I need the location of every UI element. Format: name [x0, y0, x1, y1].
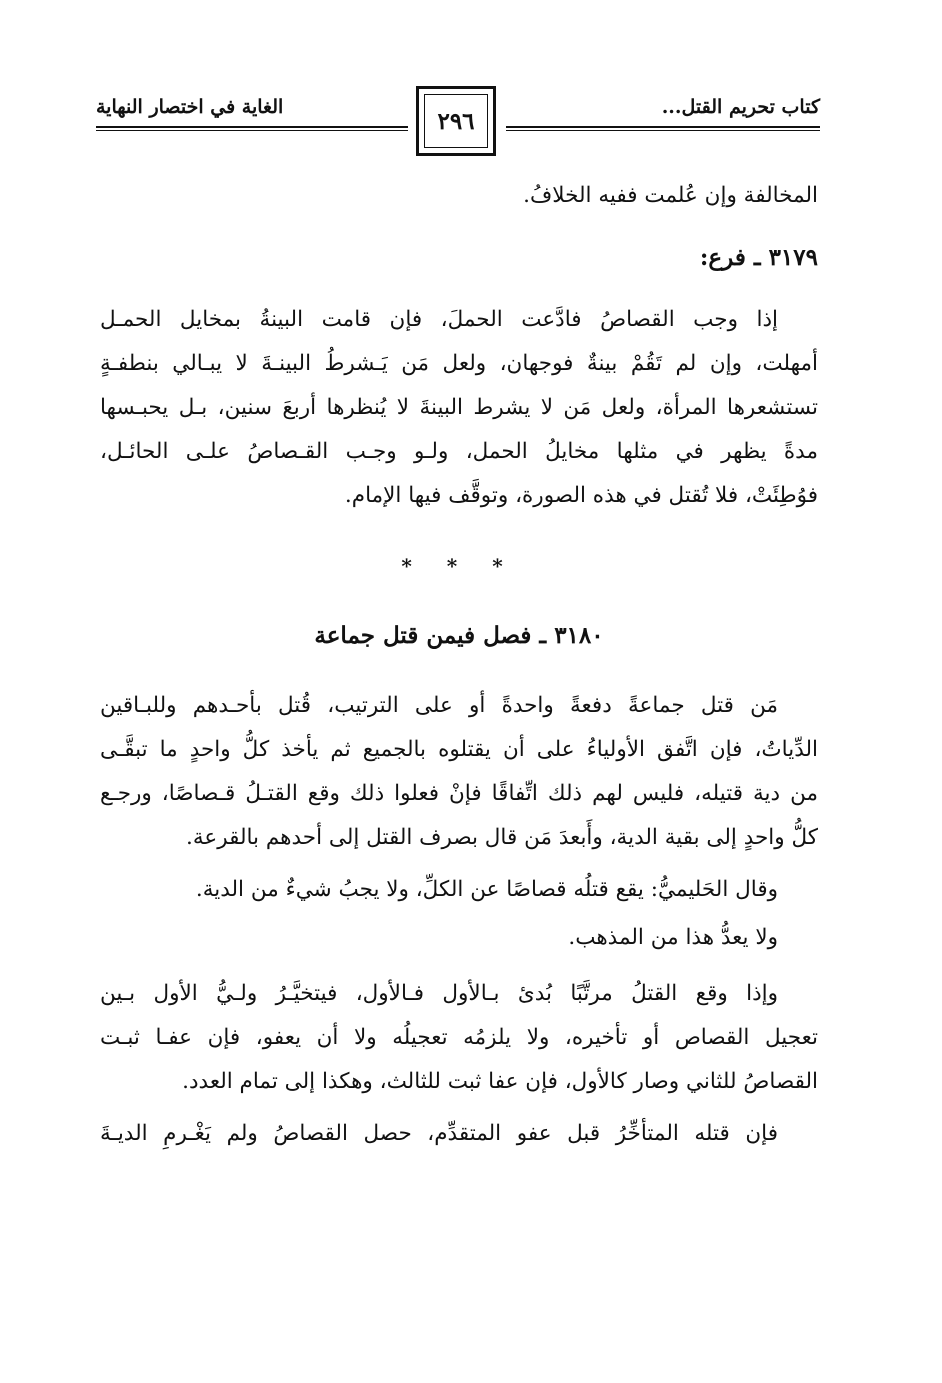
paragraph: [100, 972, 818, 1104]
header-rule-right-thin: [506, 130, 820, 131]
page-body: [100, 174, 818, 1156]
chapter-heading-3180: ٣١٨٠ ـ فصل فيمن قتل جماعة: [314, 622, 604, 649]
page-number-frame: [416, 86, 496, 156]
text-line: أمهلت، وإن لم تَقُمْ بينةٌ فوجهان، ولعل مَن يَـشرطُ البينـةَ لا يبـالي بنطفـةٍ: [100, 351, 818, 376]
header-rule-left-thin: [96, 130, 408, 131]
text-line: الدِّياتُ، فإن اتَّفق الأولياءُ على أن يقتلوه بالجميع ثم يأخذ كلُّ واحدٍ ما تبقَّـى: [100, 737, 818, 762]
text-line: تعجيل القصاص أو تأخيره، ولا يلزمُه تعجيلُه ولا أن يعفو، فإن عفـا ثبـت: [100, 1025, 818, 1050]
page-number: ٢٩٦: [424, 94, 488, 148]
text-line: تستشعرها المرأة، ولعل مَن لا يشرط البينةَ لا يُنظرها أربعَ سنين، بـل يحبـسها: [100, 395, 818, 420]
text-line: وإذا وقع القتلُ مرتَّبًا بُدئ بـالأول فـالأول، فيتخيَّـرُ ولـيُّ الأول بـين: [100, 981, 778, 1006]
book-title: كتاب تحريم القتل...: [661, 96, 820, 118]
text-line: إذا وجب القصاصُ فادَّعت الحملَ، فإن قامت البينةُ بمخايل الحمـل: [100, 307, 778, 332]
header-rule-left: [96, 126, 408, 128]
text-line: فإن قتله المتأخِّرُ قبل عفو المتقدِّم، حصل القصاصُ ولم يَغْـرمِ الديـةَ: [100, 1121, 778, 1146]
text-line: كلُّ واحدٍ إلى بقية الدية، وأَبعدَ مَن قال بصرف القتل إلى أحدهم بالقرعة.: [186, 825, 818, 850]
text-line: مَن قتل جماعةً دفعةً واحدةً أو على الترتيب، قُتل بأحـدهم وللبـاقين: [100, 693, 778, 718]
text-line: وقال الحَليميُّ: يقع قتلُه قصاصًا عن الكلِّ، ولا يجبُ شيءٌ من الدية.: [195, 877, 778, 902]
text-line: من دية قتيله، فليس لهم ذلك اتِّفاقًا فإنْ فعلوا ذلك وقع القتـلُ قـصاصًا، ورجـع: [100, 781, 818, 806]
text-line: القصاصُ للثاني وصار كالأول، فإن عفا ثبت للثالث، وهكذا إلى تمام العدد.: [182, 1069, 818, 1094]
paragraph: [100, 298, 818, 518]
paragraph: [100, 684, 818, 860]
text-line: فوُطِئَتْ، فلا تُقتل في هذه الصورة، وتوقَّف فيها الإمام.: [344, 483, 818, 508]
header-rule-right: [506, 126, 820, 128]
section-divider-stars: * * *: [401, 554, 517, 578]
text-line: مدةً يظهر في مثلها مخايلُ الحمل، ولـو وجـب القـصاصُ علـى الحائـل،: [100, 439, 818, 464]
series-title: الغاية في اختصار النهاية: [96, 96, 284, 118]
section-heading-3179: ٣١٧٩ ـ فرع:: [699, 244, 818, 271]
text-line: ولا يعدُّ هذا من المذهب.: [568, 925, 778, 950]
running-header: [96, 82, 820, 172]
text-line: المخالفة وإن عُلمت ففيه الخلافُ.: [523, 183, 818, 208]
